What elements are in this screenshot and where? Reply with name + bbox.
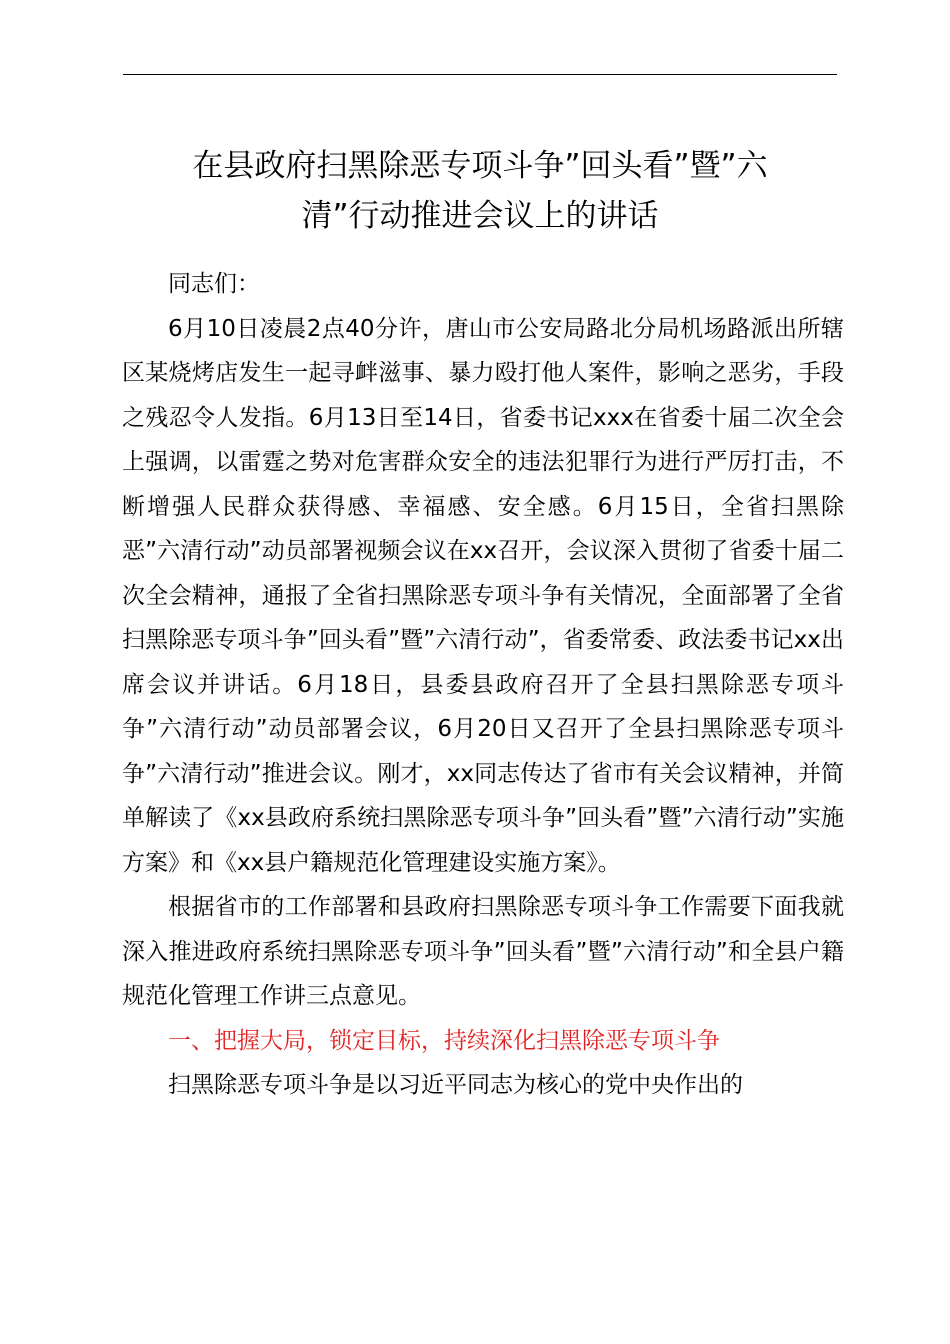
header-rule: [123, 74, 837, 75]
paragraph-2: 根据省市的工作部署和县政府扫黑除恶专项斗争工作需要下面我就深入推进政府系统扫黑除恶专项斗争”回头看”暨”六清行动”和全县户籍规范化管理工作讲三点意见。: [122, 894, 844, 1009]
greeting: 同志们：: [168, 271, 260, 297]
section-heading: 一、把握大局，锁定目标，持续深化扫黑除恶专项斗争: [168, 1027, 720, 1054]
document-body: [122, 262, 844, 1108]
paragraph-1: 6月10日凌晨2点40分许，唐山市公安局路北分局机场路派出所辖区某烧烤店发生一起寻衅滋事、暴力殴打他人案件，影响之恶劣，手段之残忍令人发指。6月13日至14日，省委书记xxx在省委十届二次全会上强调，以雷霆之势对危害群众安全的违法犯罪行为进行严厉打击，不断增强人民群众获得感、幸福感、安全感。6月15日，全省扫黑除恶”六清行动”动员部署视频会议在xx召开，会议深入贯彻了省委十届二次全会精神，通报了全省扫黑除恶专项斗争有关情况，全面部署了全省扫黑除恶专项斗争”回头看”暨”六清行动”，省委常委、政法委书记xx出席会议并讲话。6月18日，县委县政府召开了全县扫黑除恶专项斗争”六清行动”动员部署会议，6月20日又召开了全县扫黑除恶专项斗争”六清行动”推进会议。刚才，xx同志传达了省市有关会议精神，并简单解读了《xx县政府系统扫黑除恶专项斗争”回头看”暨”六清行动”实施方案》和《xx县户籍规范化管理建设实施方案》。: [122, 315, 844, 876]
title-line-1: 在县政府扫黑除恶专项斗争”回头看”暨”六: [192, 148, 768, 184]
paragraph-3: 扫黑除恶专项斗争是以习近平同志为核心的党中央作出的: [168, 1072, 743, 1098]
title-line-2: 清”行动推进会议上的讲话: [301, 198, 659, 234]
document-title: [120, 141, 840, 241]
